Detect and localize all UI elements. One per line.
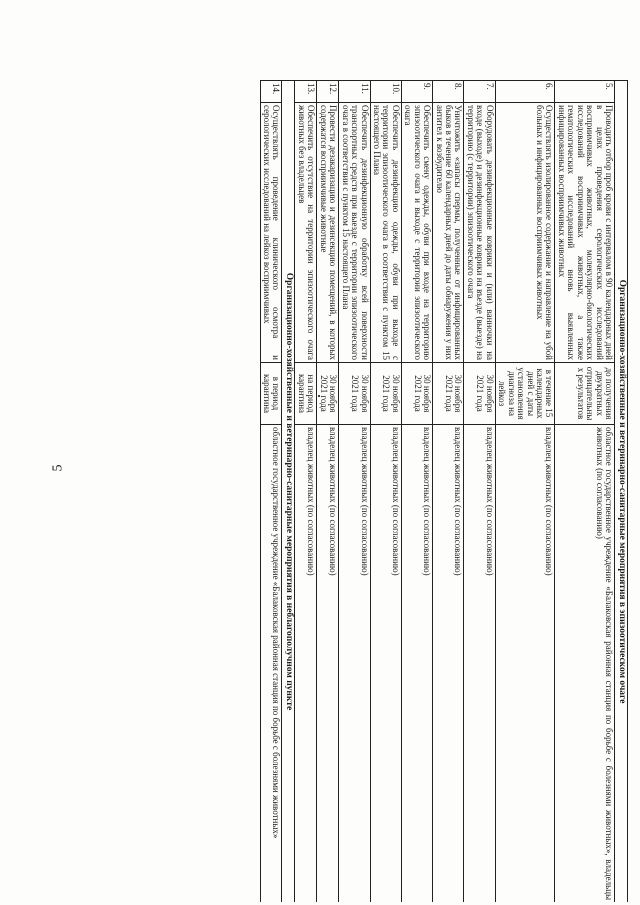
responsible-text: владелец животных (по согласованию) xyxy=(464,425,495,903)
deadline-text: 30 ноября 2021 года xyxy=(464,363,495,425)
measure-text: Проводить отбор проб крови с интервалом в 90 календарных дней в целях проведения серологических исследований восприимчивых животных, молекулярно-биологических исследований восприимчивых животных, а также гематологических исследований вновь выявленных инфицированных восприимчивых животных xyxy=(555,103,615,363)
measure-text: Осуществлять проведение клинического осмотра и серологических исследований на лейкоз восприимчивых xyxy=(260,103,282,363)
deadline-text: 30 ноября 2021 года xyxy=(401,363,432,425)
deadline-text: на период карантина xyxy=(295,363,317,425)
measure-text: Уничтожить «запасы спермы, полученные от инфицированных быков в течение 60 календарных дней до даты обнаружения у них антител к возбудителю xyxy=(433,103,464,363)
table-row xyxy=(464,81,495,903)
measure-text: Оборудовать дезинфекционные коврики и (или) ванночки на входе (выходе) и дезинфекционные коврики на въезде (выезде) на территорию (с территории) эпизоотического очага xyxy=(464,103,495,363)
measures-table xyxy=(260,80,628,902)
rotated-table-container xyxy=(76,80,628,902)
row-number: 6. xyxy=(495,81,555,103)
section-title: Организационно-хозяйственные и ветеринарно-санитарные мероприятия в эпизоотическом очаге xyxy=(615,81,628,903)
responsible-text: владелец животных (по согласованию) xyxy=(339,425,370,903)
table-row xyxy=(433,81,464,903)
deadline-text: до получения двукратных отрицательных результатов xyxy=(555,363,615,425)
row-number: 12. xyxy=(317,81,339,103)
responsible-text: владелец животных (по согласованию) xyxy=(295,425,317,903)
section-header-row xyxy=(282,81,295,903)
row-number: 9. xyxy=(401,81,432,103)
responsible-text: владелец животных (по согласованию) xyxy=(370,425,401,903)
responsible-text: областное государственное учреждение «Балаковская районная станция по борьбе с болезнями животных» xyxy=(260,425,282,903)
row-number: 8. xyxy=(433,81,464,103)
measure-text: Провести дезакаризацию и дезинсекцию помещений, в которых содержатся восприимчивые животные xyxy=(317,103,339,363)
responsible-text: владелец животных (по согласованию) xyxy=(317,425,339,903)
row-number: 11. xyxy=(339,81,370,103)
section-title: Организационно-хозяйственные и ветеринарно-санитарные мероприятия в неблагополучном пункте xyxy=(282,81,295,903)
table-row xyxy=(339,81,370,903)
measure-text: Обеспечить отсутствие на территории эпизоотического очага животных без владельцев xyxy=(295,103,317,363)
table-row xyxy=(370,81,401,903)
plan-table-wrapper xyxy=(76,80,628,902)
measure-text: Обеспечить дезинфекцию одежды, обуви при выходе с территории эпизоотического очага в соответствии с пунктом 15 настоящего Плана xyxy=(370,103,401,363)
measure-text: Осуществлять изолированное содержание и направление на убой больных и инфицированных восприимчивых животных xyxy=(495,103,555,363)
deadline-text: в период карантина xyxy=(260,363,282,425)
deadline-text: 30 ноября 2021 года xyxy=(339,363,370,425)
deadline-text: в течение 15 календарных дней с даты установления диагноза на лейкоз xyxy=(495,363,555,425)
row-number: 7. xyxy=(464,81,495,103)
responsible-text: владелец животных (по согласованию) xyxy=(433,425,464,903)
table-row xyxy=(295,81,317,903)
deadline-text: 30 ноября 2021 года xyxy=(433,363,464,425)
measure-text: Обеспечить смену одежды, обуви при входе на территорию эпизоотического очага и выходе с территории эпизоотического очага xyxy=(401,103,432,363)
responsible-text: владелец животных (по согласованию) xyxy=(401,425,432,903)
table-row xyxy=(555,81,615,903)
row-number: 14. xyxy=(260,81,282,103)
section-header-row xyxy=(615,81,628,903)
page-number: 5 xyxy=(50,464,66,472)
row-number: 5. xyxy=(555,81,615,103)
measure-text: Обеспечить дезинфекционную обработку всей поверхности транспортных средств при выезде с территории эпизоотического очага в соответствии с пунктом 15 настоящего Плана xyxy=(339,103,370,363)
responsible-text: областное государственное учреждение «Балаковская районная станция по борьбе с болезнями животных», владельцы животных (по согласованию) xyxy=(555,425,615,903)
deadline-text: 30 ноября 2021 года xyxy=(317,363,339,425)
table-row xyxy=(495,81,555,903)
deadline-text: 30 ноября 2021 года xyxy=(370,363,401,425)
row-number: 10. xyxy=(370,81,401,103)
responsible-text: владелец животных (по согласованию) xyxy=(495,425,555,903)
row-number: 13. xyxy=(295,81,317,103)
table-row xyxy=(260,81,282,903)
table-row xyxy=(317,81,339,903)
table-row xyxy=(401,81,432,903)
